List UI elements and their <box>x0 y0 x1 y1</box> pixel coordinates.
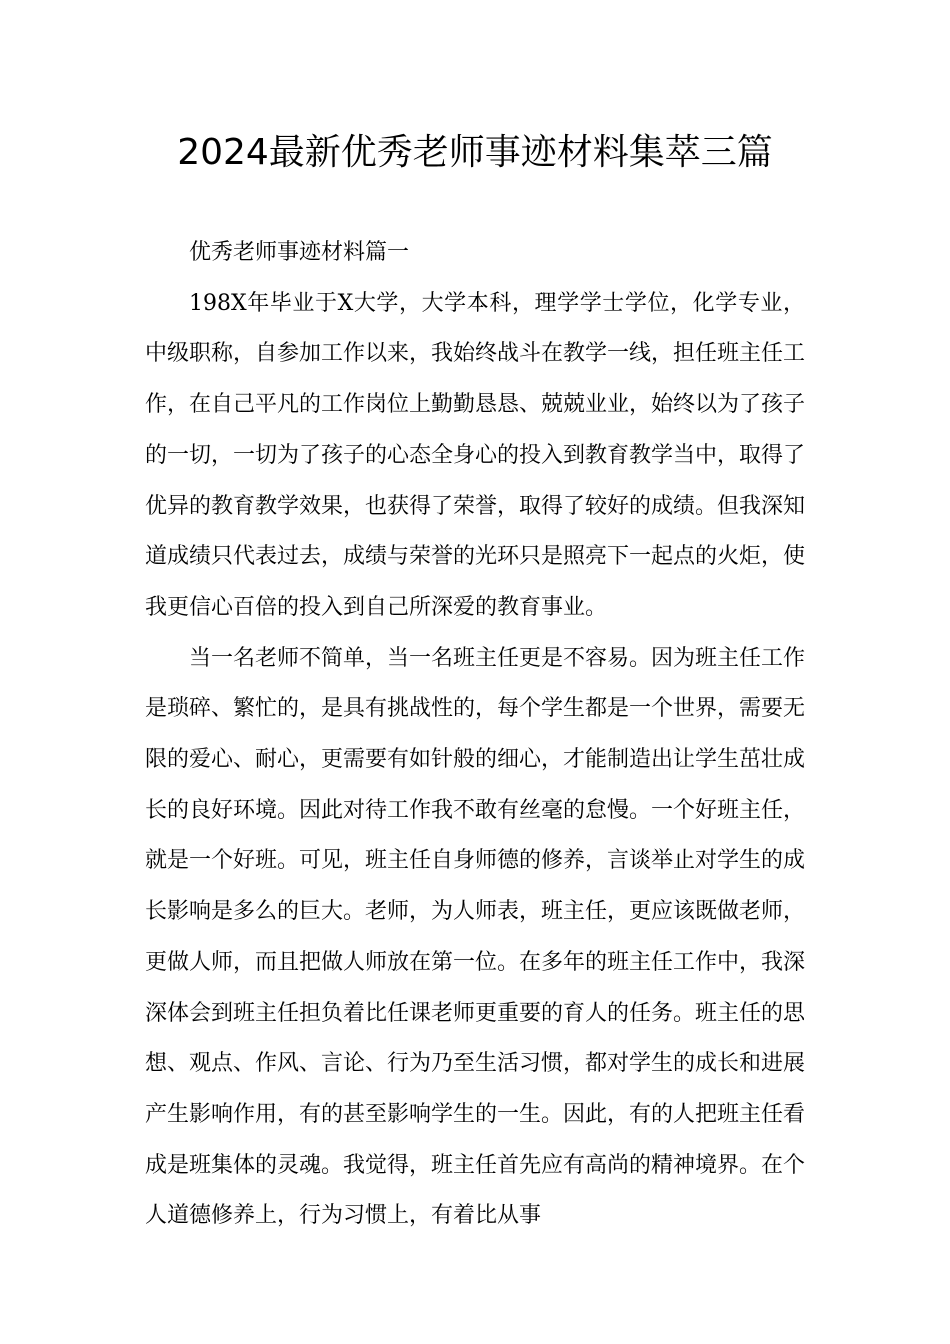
document-title: 2024最新优秀老师事迹材料集萃三篇 <box>177 132 773 173</box>
document-body <box>145 228 805 1242</box>
section-heading: 优秀老师事迹材料篇一 <box>189 240 410 265</box>
paragraph-2: 当一名老师不简单，当一名班主任更是不容易。因为班主任工作是琐碎、繁忙的，是具有挑战性的，每个学生都是一个世界，需要无限的爱心、耐心，更需要有如针般的细心，才能制造出让学生茁壮成长的良好环境。因此对待工作我不敢有丝毫的怠慢。一个好班主任，就是一个好班。可见，班主任自身师德的修养，言谈举止对学生的成长影响是多么的巨大。老师，为人师表，班主任，更应该既做老师，更做人师，而且把做人师放在第一位。在多年的班主任工作中，我深深体会到班主任担负着比任课老师更重要的育人的任务。班主任的思想、观点、作风、言论、行为乃至生活习惯，都对学生的成长和进展产生影响作用，有的甚至影响学生的一生。因此，有的人把班主任看成是班集体的灵魂。我觉得，班主任首先应有高尚的精神境界。在个人道德修养上，行为习惯上，有着比从事 <box>145 645 806 1229</box>
paragraph-1: 198X年毕业于X大学，大学本科，理学学士学位，化学专业，中级职称，自参加工作以来，我始终战斗在教学一线，担任班主任工作，在自己平凡的工作岗位上勤勤恳恳、兢兢业业，始终以为了孩子的一切，一切为了孩子的心态全身心的投入到教育教学当中，取得了优异的教育教学效果，也获得了荣誉，取得了较好的成绩。但我深知道成绩只代表过去，成绩与荣誉的光环只是照亮下一起点的火炬，使我更信心百倍的投入到自己所深爱的教育事业。 <box>145 290 806 620</box>
